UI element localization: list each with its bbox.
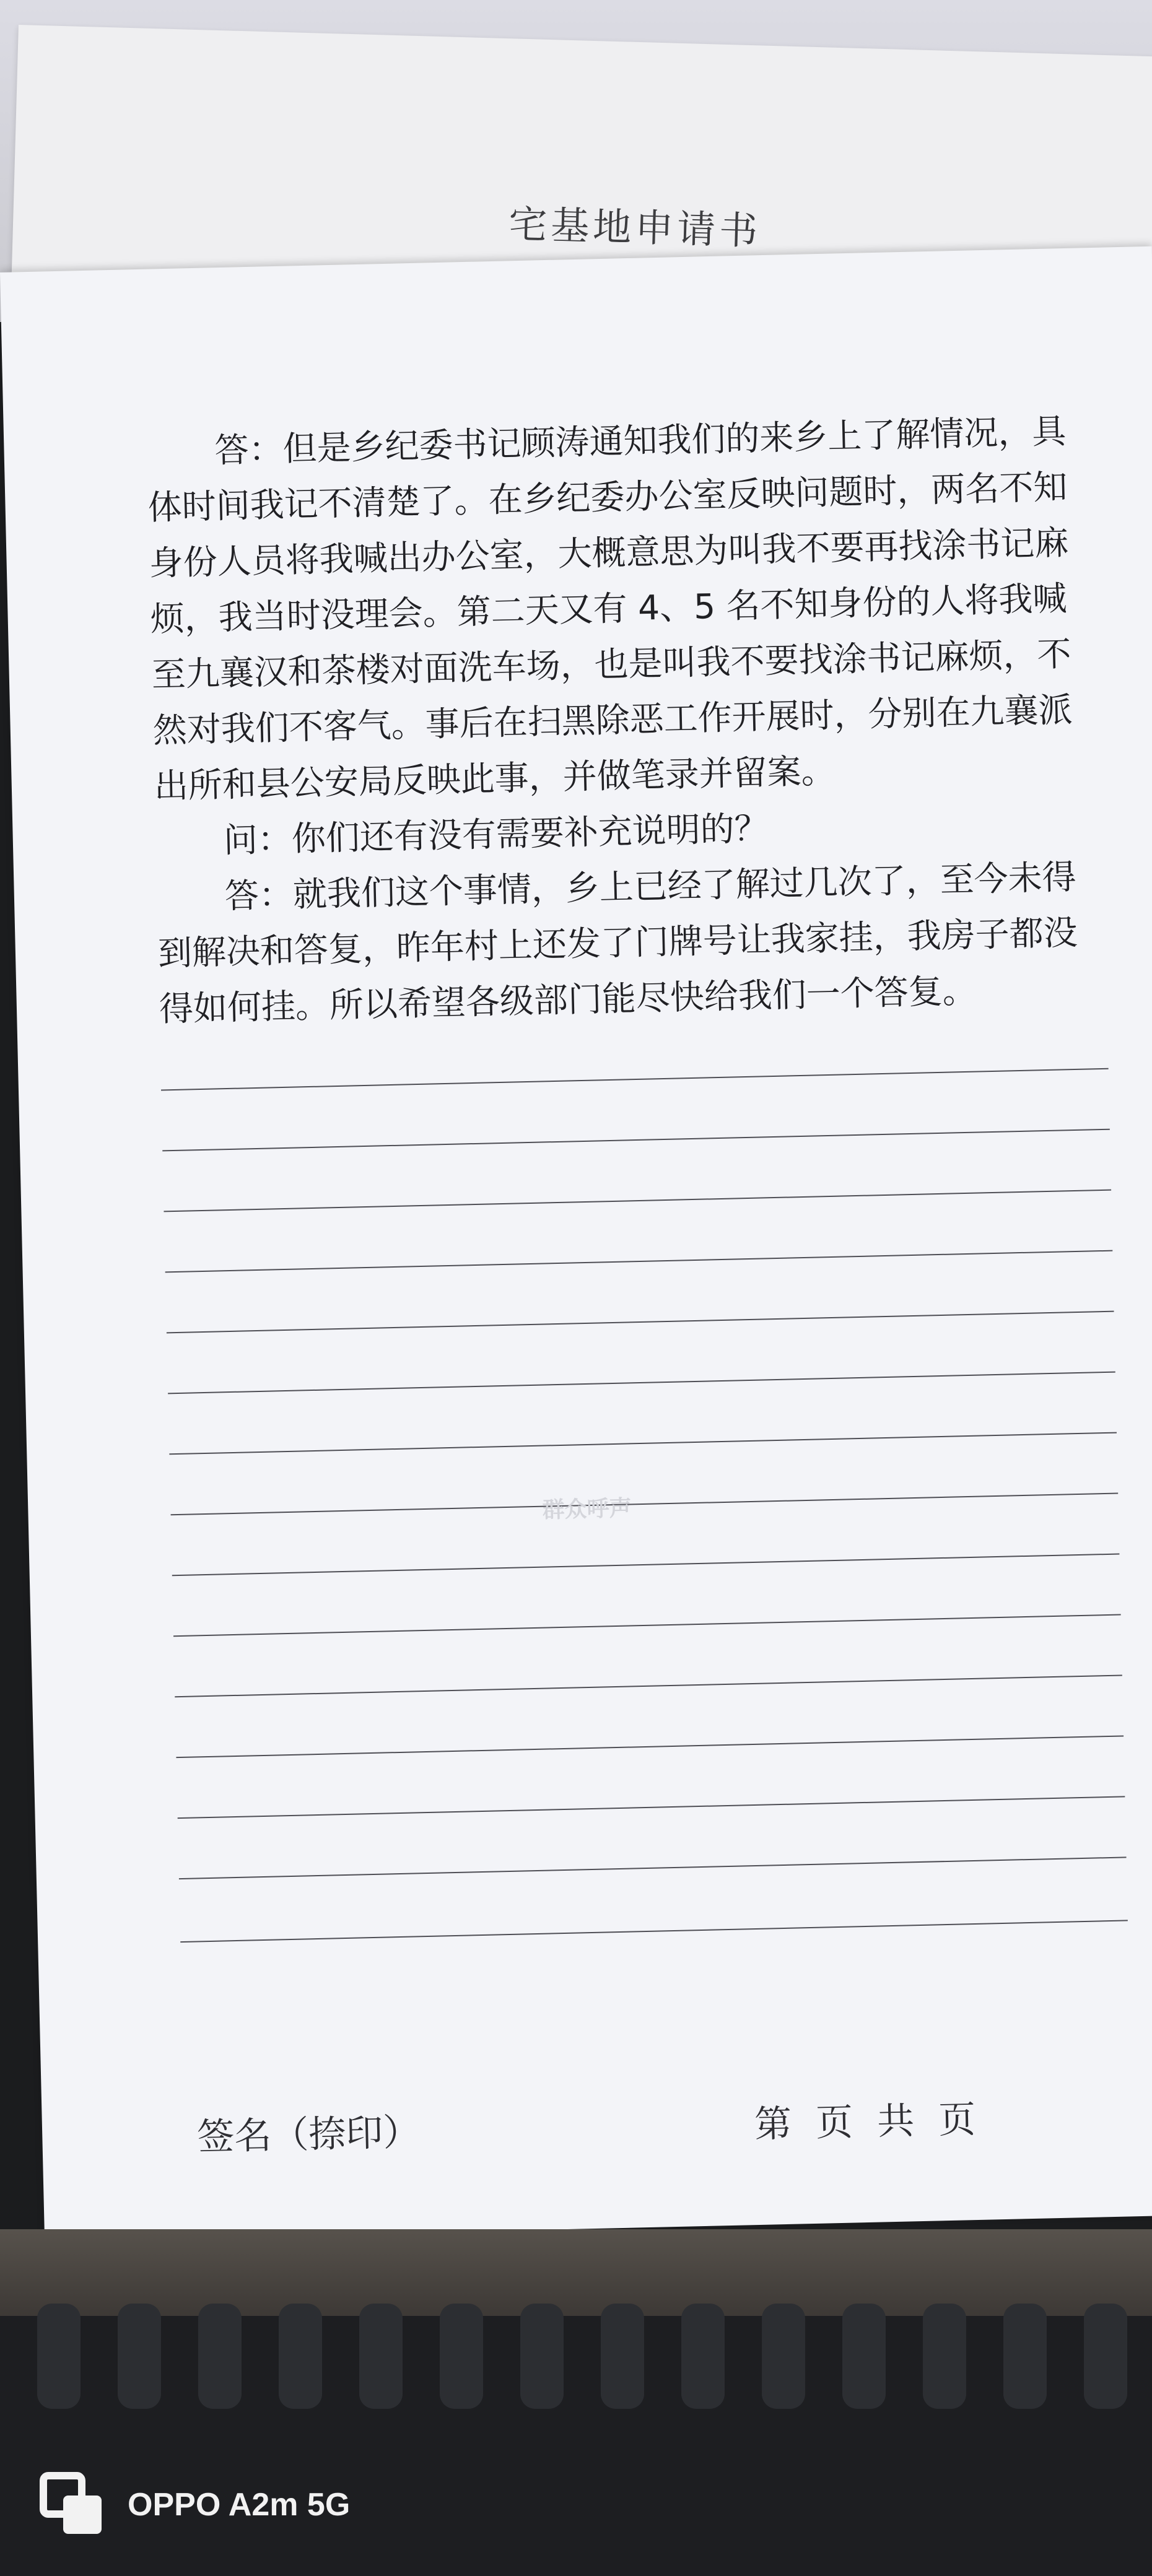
mat-rib xyxy=(198,2304,242,2409)
car-seat-edge xyxy=(0,2229,1152,2322)
mat-rib xyxy=(601,2304,644,2409)
mat-rib xyxy=(359,2304,403,2409)
ruled-line xyxy=(175,1674,1122,1697)
ruled-line xyxy=(176,1735,1124,1758)
mat-rib xyxy=(520,2304,564,2409)
question-paragraph: 问：你们还有没有需要补充说明的？ xyxy=(223,808,769,861)
front-paper-sheet xyxy=(0,246,1152,2241)
mat-rib xyxy=(440,2304,483,2409)
signature-row xyxy=(196,2089,1032,2159)
camera-brand-icon xyxy=(38,2471,107,2539)
back-paper-title: 宅基地申请书 xyxy=(508,201,762,254)
answer-paragraph-1: 答：但是乡纪委书记顾涛通知我们的来乡上了解情况，具体时间我记不清楚了。在乡纪委办公室反映问题时，两名不知身份人员将我喊出办公室，大概意思为叫我不要再找涂书记麻烦，我当时没理会。第二天又有 4、5 名不知身份的人将我喊至九襄汉和茶楼对面洗车场，也是叫我不要找涂书记麻烦，不然对我们不客气。事后在扫黑除恶工作开展时，分别在九襄派出所和县公安局反映此事，并做笔录并留案。 xyxy=(147,411,1073,806)
ruled-line xyxy=(173,1614,1121,1637)
statement-text xyxy=(146,403,1089,1037)
mat-rib xyxy=(842,2304,886,2409)
ruled-line xyxy=(162,1129,1110,1152)
ruled-line xyxy=(168,1372,1115,1395)
ruled-line xyxy=(178,1796,1125,1819)
camera-watermark xyxy=(38,2471,350,2539)
mat-rib xyxy=(681,2304,725,2409)
ruled-line xyxy=(180,1920,1128,1943)
mat-rib xyxy=(923,2304,966,2409)
mat-rib xyxy=(37,2304,81,2409)
platform-watermark: 群众呼声 xyxy=(542,1495,632,1523)
ruled-line xyxy=(164,1190,1111,1212)
ruled-line xyxy=(172,1554,1120,1577)
signature-label: 签名（捺印） xyxy=(196,2110,421,2159)
ruled-line xyxy=(179,1856,1127,1879)
camera-model-label: OPPO A2m 5G xyxy=(128,2487,351,2523)
page-number-label: 第 页 共 页 xyxy=(754,2098,977,2147)
mat-rib xyxy=(279,2304,322,2409)
mat-rib xyxy=(1003,2304,1047,2409)
blank-ruled-lines xyxy=(161,1068,1129,2002)
ruled-line xyxy=(171,1493,1119,1516)
mat-rib xyxy=(118,2304,161,2409)
mat-rib xyxy=(762,2304,805,2409)
ruled-line xyxy=(165,1250,1113,1273)
ruled-line xyxy=(167,1311,1114,1334)
ruled-line xyxy=(161,1068,1109,1091)
ruled-line xyxy=(169,1432,1117,1455)
answer-paragraph-2: 答：就我们这个事情，乡上已经了解过几次了，至今未得到解决和答复，昨年村上还发了门牌号让我家挂，我房子都没得如何挂。所以希望各级部门能尽快给我们一个答复。 xyxy=(157,856,1078,1029)
mat-rib xyxy=(1084,2304,1127,2409)
